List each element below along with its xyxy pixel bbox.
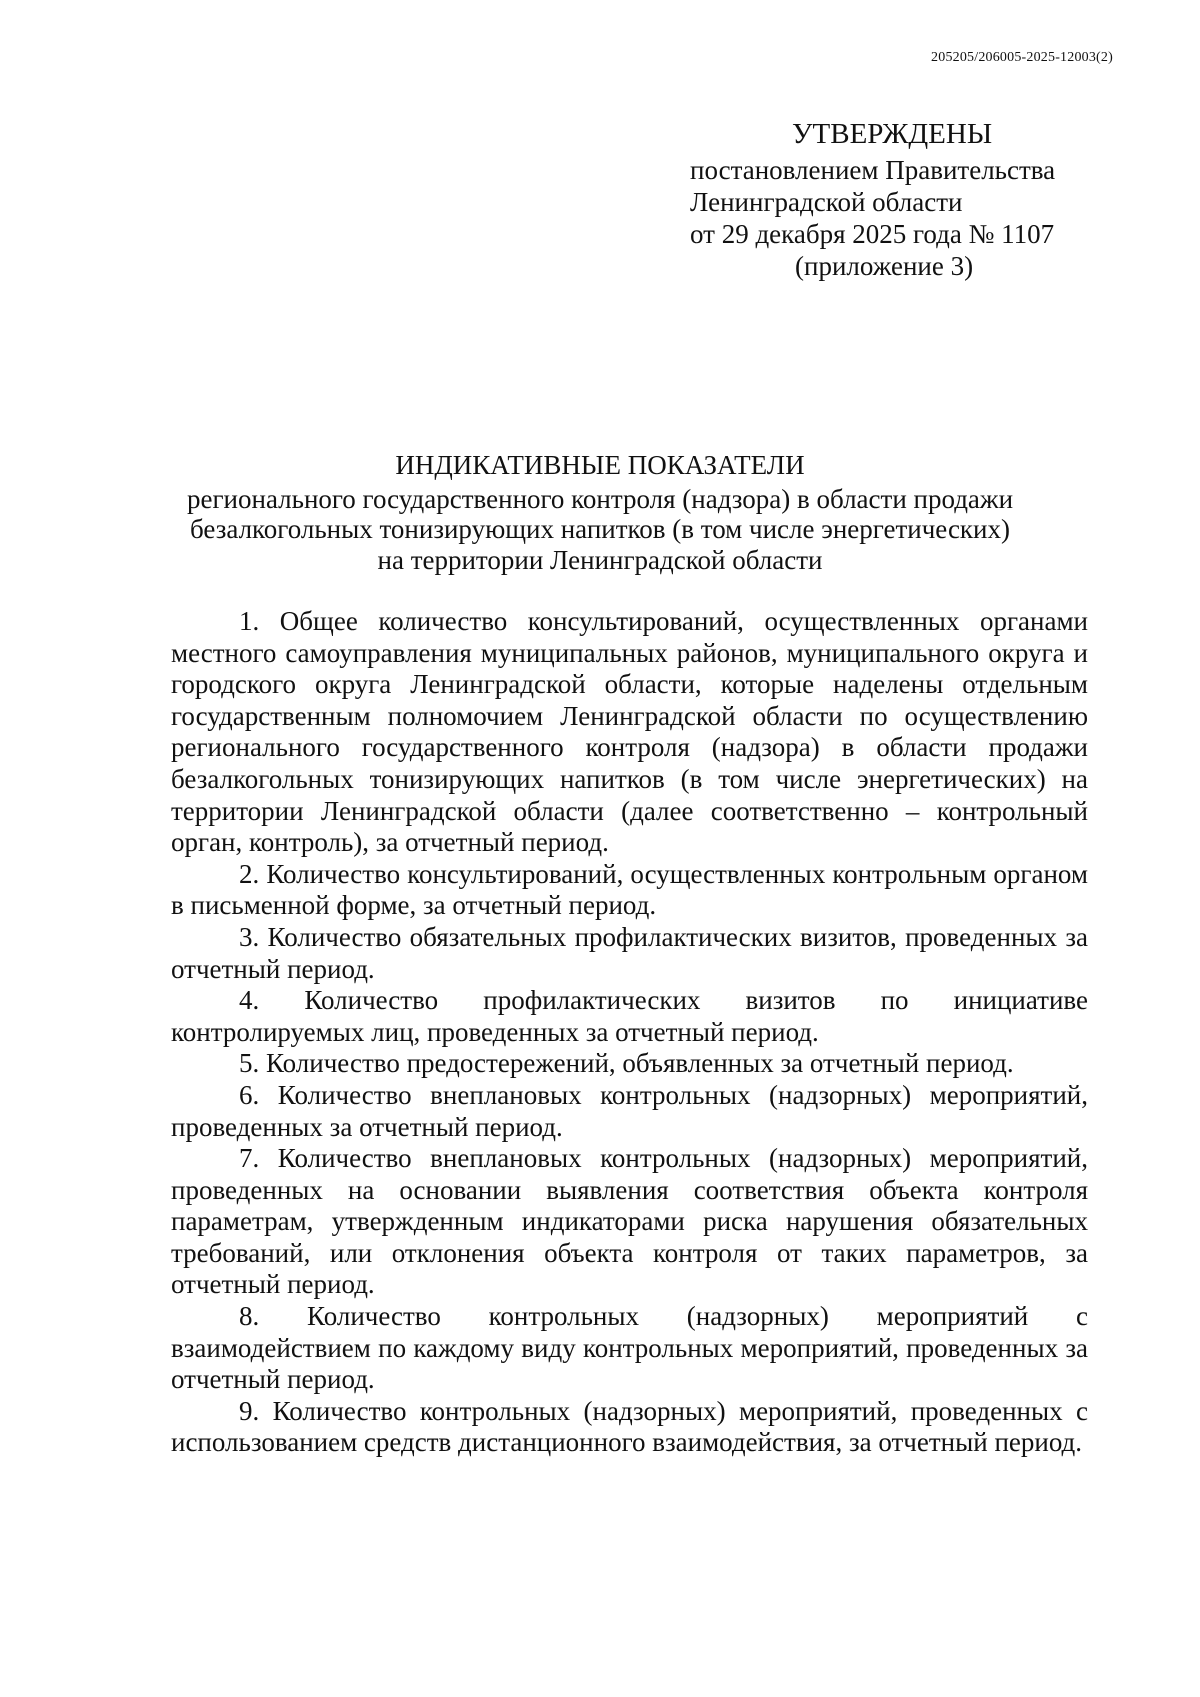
indicators-list — [171, 606, 1088, 1459]
approval-stamp-block — [690, 116, 1055, 282]
document-registration-number: 205205/206005-2025-12003(2) — [931, 50, 1113, 65]
indicator-item-8: 8. Количество контрольных (надзорных) мероприятий с взаимодействием по каждому виду контрольных мероприятий, проведенных за отчетный период. — [171, 1301, 1088, 1395]
document-title: ИНДИКАТИВНЫЕ ПОКАЗАТЕЛИ — [395, 450, 805, 480]
approval-appendix: (приложение 3) — [795, 251, 974, 281]
document-subtitle-line-1: регионального государственного контроля (надзора) в области продажи — [186, 483, 1014, 514]
approved-heading: УТВЕРЖДЕНЫ — [792, 118, 993, 150]
document-subtitle-line-3: на территории Ленинградской области — [377, 544, 823, 575]
indicator-item-7: 7. Количество внеплановых контрольных (надзорных) мероприятий, проведенных на основании выявления соответствия объекта контроля параметрам, утвержденным индикаторами риска нарушения обязательных требований, или отклонения объекта контроля от таких параметров, за отчетный период. — [171, 1143, 1088, 1300]
approval-line-resolution: постановлением Правительства — [690, 155, 1056, 185]
indicator-item-2: 2. Количество консультирований, осуществленных контрольным органом в письменной форме, за отчетный период. — [171, 858, 1088, 921]
indicator-item-1: 1. Общее количество консультирований, осуществленных органами местного самоуправления муниципальных районов, муниципального округа и городского округа Ленинградской области, которые наделены отдельным государственным полномочием Ленинградской области по осуществлению регионального государственного контроля (надзора) в области продажи безалкогольных тонизирующих напитков (в том числе энергетических) на территории Ленинградской области (далее соответственно – контрольный орган, контроль), за отчетный период. — [171, 606, 1088, 858]
indicator-item-4: 4. Количество профилактических визитов по инициативе контролируемых лиц, проведенных за отчетный период. — [171, 985, 1088, 1047]
indicator-item-5: 5. Количество предостережений, объявленных за отчетный период. — [239, 1048, 1014, 1079]
indicator-item-3: 3. Количество обязательных профилактических визитов, проведенных за отчетный период. — [171, 921, 1088, 984]
indicator-item-6: 6. Количество внеплановых контрольных (надзорных) мероприятий, проведенных за отчетный период. — [171, 1079, 1088, 1142]
document-title-block — [0, 450, 1200, 575]
document-subtitle-line-2: безалкогольных тонизирующих напитков (в том числе энергетических) — [190, 514, 1010, 544]
approval-line-region: Ленинградской области — [690, 187, 963, 217]
approval-line-date-number: от 29 декабря 2025 года № 1107 — [690, 219, 1055, 249]
indicator-item-9: 9. Количество контрольных (надзорных) мероприятий, проведенных с использованием средств дистанционного взаимодействия, за отчетный период. — [171, 1395, 1088, 1458]
